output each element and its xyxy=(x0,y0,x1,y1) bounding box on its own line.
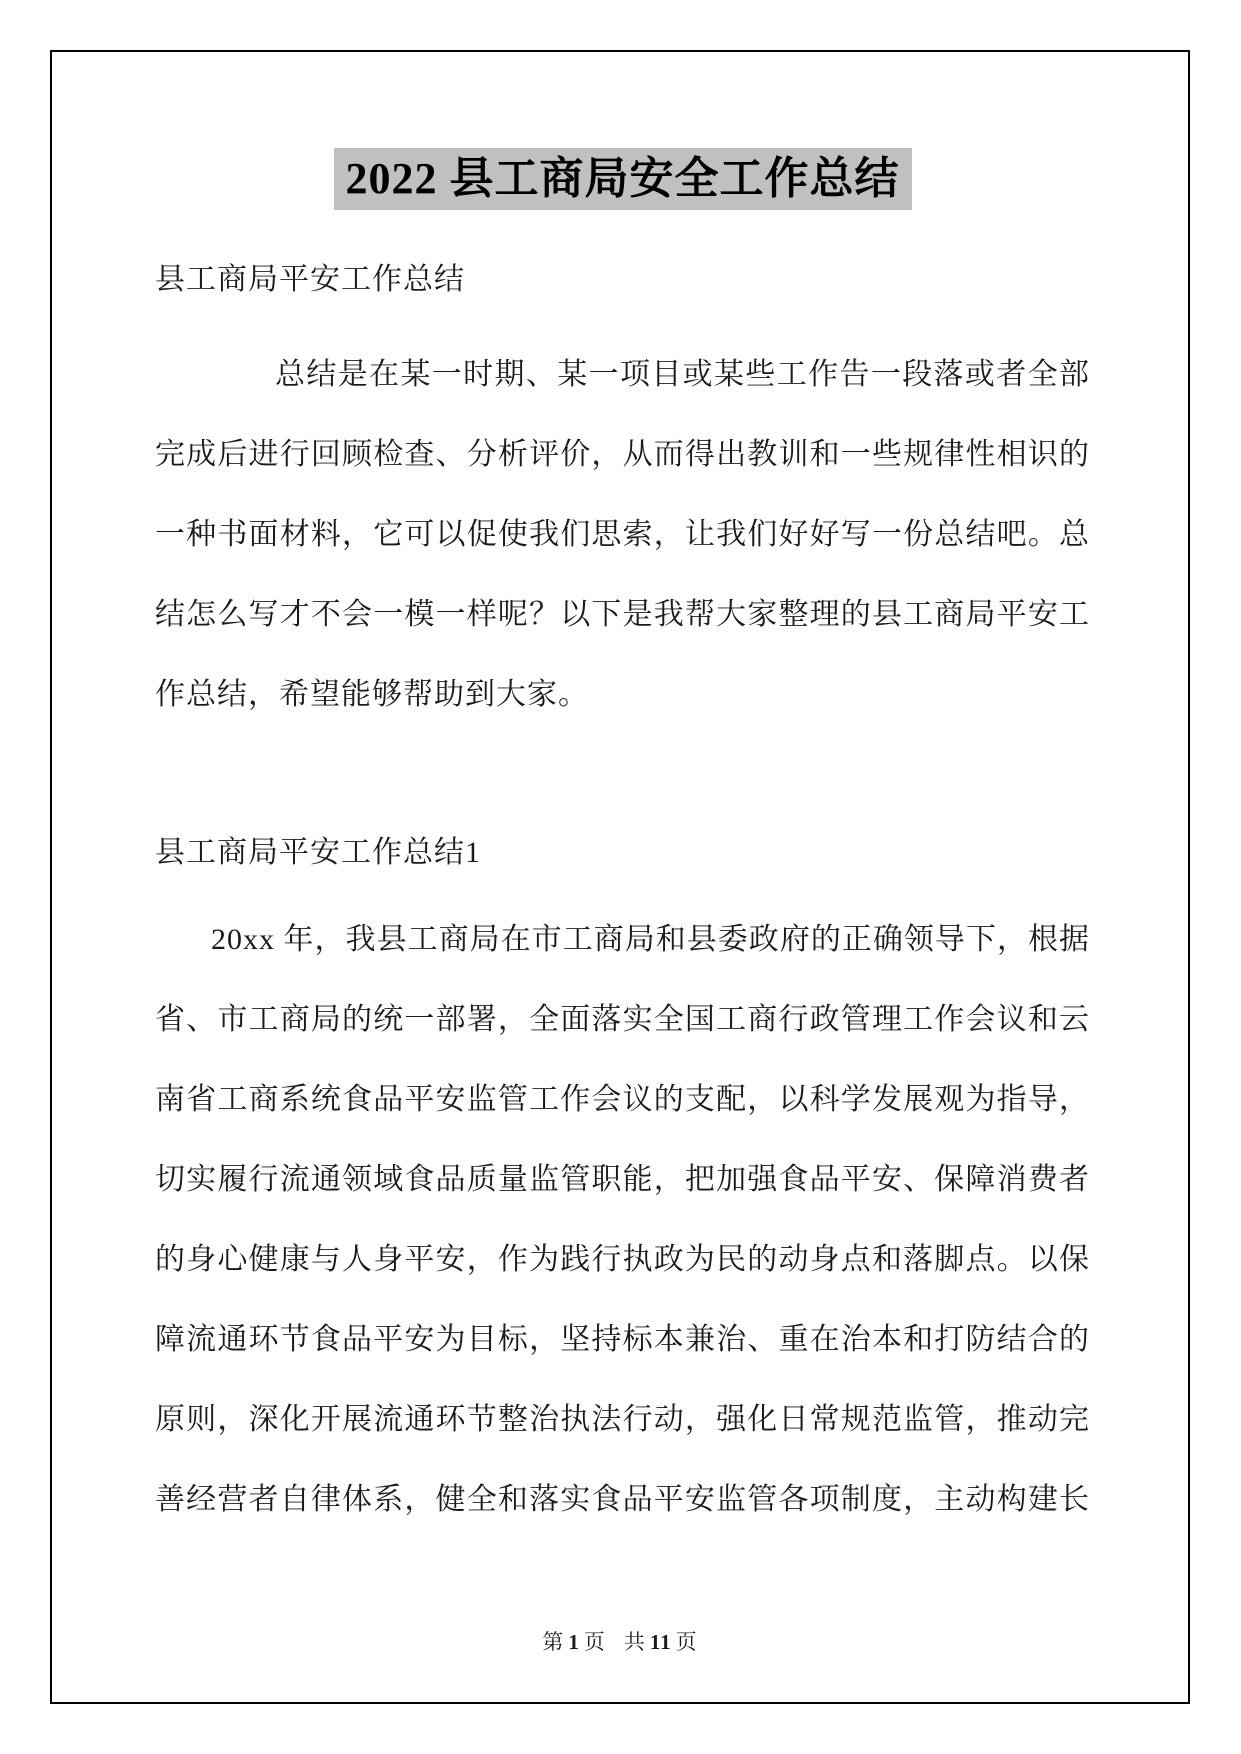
intro-paragraph xyxy=(155,335,1090,735)
footer-total-label-prefix: 共 xyxy=(623,1630,646,1654)
text-line: 善经营者自律体系，健全和落实食品平安监管各项制度，主动构建长 xyxy=(155,1483,1090,1516)
text-line: 完成后进行回顾检查、分析评价，从而得出教训和一些规律性相识的 xyxy=(155,438,1090,471)
text-line: 切实履行流通领域食品质量监管职能，把加强食品平安、保障消费者 xyxy=(155,1163,1090,1196)
text-line: 作总结，希望能够帮助到大家。 xyxy=(155,678,589,711)
text-line: 一种书面材料，它可以促使我们思索，让我们好好写一份总结吧。总 xyxy=(155,518,1090,551)
text-line: 总结是在某一时期、某一项目或某些工作告一段落或者全部 xyxy=(275,358,1090,391)
text-line: 原则，深化开展流通环节整治执法行动，强化日常规范监管，推动完 xyxy=(155,1403,1090,1436)
footer-page-label-unit: 页 xyxy=(583,1630,606,1654)
footer-total-label-unit: 页 xyxy=(675,1630,698,1654)
title-row xyxy=(155,148,1090,210)
text-line: 南省工商系统食品平安监管工作会议的支配，以科学发展观为指导， xyxy=(155,1083,1090,1116)
footer-page-number: 1 xyxy=(568,1630,580,1654)
subsection-heading: 县工商局平安工作总结1 xyxy=(155,836,481,869)
text-line: 20xx 年，我县工商局在市工商局和县委政府的正确领导下，根据 xyxy=(211,923,1090,956)
section-heading: 县工商局平安工作总结 xyxy=(155,263,465,296)
page-border-frame xyxy=(50,50,1190,1704)
document-title: 2022 县工商局安全工作总结 xyxy=(334,148,912,210)
body-paragraph xyxy=(155,900,1090,1540)
page-footer xyxy=(52,1624,1188,1660)
footer-page-label-prefix: 第 xyxy=(542,1630,565,1654)
text-line: 的身心健康与人身平安，作为践行执政为民的动身点和落脚点。以保 xyxy=(155,1243,1090,1276)
footer-total-number: 11 xyxy=(649,1630,672,1654)
text-line: 结怎么写才不会一模一样呢？以下是我帮大家整理的县工商局平安工 xyxy=(155,598,1090,631)
text-line: 省、市工商局的统一部署，全面落实全国工商行政管理工作会议和云 xyxy=(155,1003,1090,1036)
text-line: 障流通环节食品平安为目标，坚持标本兼治、重在治本和打防结合的 xyxy=(155,1323,1090,1356)
